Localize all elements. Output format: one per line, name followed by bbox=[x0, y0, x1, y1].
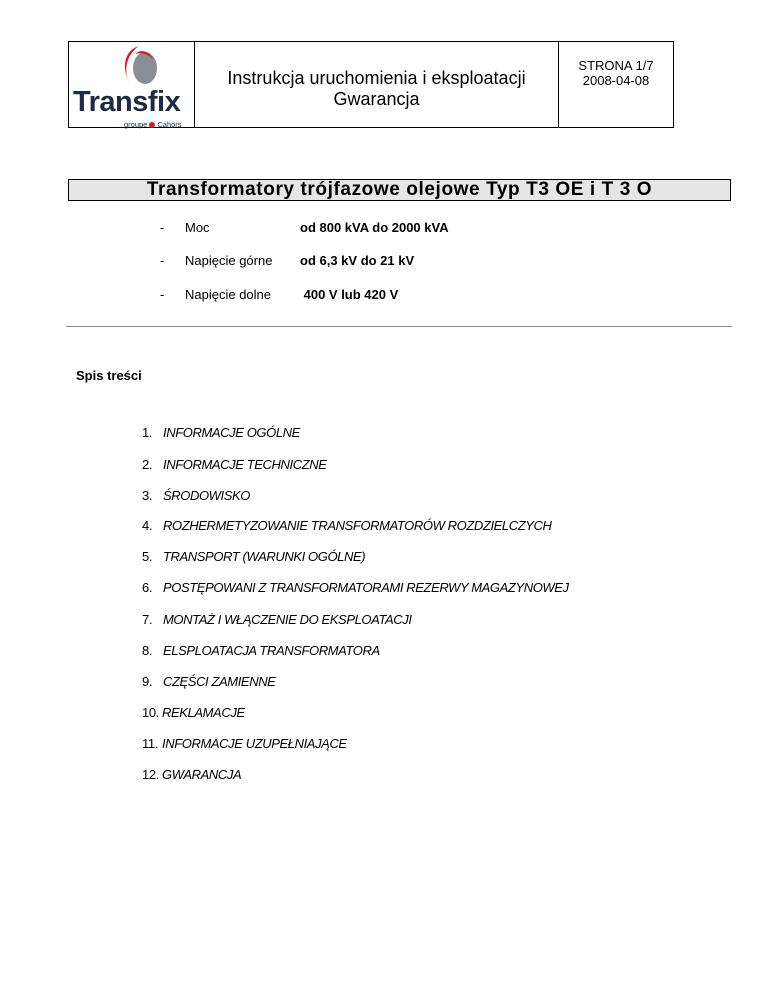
page-number: STRONA 1/7 bbox=[578, 58, 654, 73]
toc-item-5[interactable] bbox=[142, 549, 365, 564]
toc-text: POSTĘPOWANI Z TRANSFORMATORAMI REZERWY MAGAZYNOWEJ bbox=[163, 580, 569, 595]
toc-item-9[interactable] bbox=[142, 674, 275, 689]
document-title: Transformatory trójfazowe olejowe Typ T3 OE i T 3 O bbox=[68, 179, 731, 201]
spec-row-high-voltage bbox=[160, 253, 580, 269]
toc-text: ROZHERMETYZOWANIE TRANSFORMATORÓW ROZDZIELCZYCH bbox=[163, 518, 552, 533]
spec-label: Napięcie górne bbox=[185, 253, 273, 268]
spec-value: od 6,3 kV do 21 kV bbox=[300, 253, 415, 268]
toc-number: 6. bbox=[142, 580, 153, 595]
transfix-logo-icon bbox=[119, 44, 159, 88]
document-header bbox=[68, 41, 674, 128]
toc-number: 8. bbox=[142, 643, 153, 658]
logo-sub-left: groupe bbox=[124, 120, 148, 129]
company-logo bbox=[69, 42, 195, 127]
red-dot-icon bbox=[149, 122, 155, 128]
logo-subtitle bbox=[124, 120, 182, 129]
toc-item-10[interactable] bbox=[142, 705, 245, 720]
toc-text: MONTAŻ I WŁĄCZENIE DO EKSPLOATACJI bbox=[163, 612, 412, 627]
document-date: 2008-04-08 bbox=[582, 73, 650, 88]
spec-dash: - bbox=[160, 287, 165, 302]
toc-item-11[interactable] bbox=[142, 736, 347, 751]
toc-text: GWARANCJA bbox=[162, 767, 242, 782]
logo-sub-right: Cahors bbox=[157, 120, 182, 129]
toc-number: 10. bbox=[142, 705, 159, 720]
toc-number: 1. bbox=[142, 425, 153, 440]
toc-text: TRANSPORT (WARUNKI OGÓLNE) bbox=[163, 549, 366, 564]
spec-row-low-voltage bbox=[160, 287, 580, 303]
header-meta bbox=[559, 42, 673, 127]
toc-text: INFORMACJE UZUPEŁNIAJĄCE bbox=[162, 736, 347, 751]
toc-item-7[interactable] bbox=[142, 612, 412, 627]
toc-number: 4. bbox=[142, 518, 153, 533]
header-title-line2: Gwarancja bbox=[333, 88, 420, 109]
spec-dash: - bbox=[160, 220, 165, 235]
toc-text: REKLAMACJE bbox=[162, 705, 245, 720]
toc-item-1[interactable] bbox=[142, 425, 300, 440]
spec-label: Napięcie dolne bbox=[185, 287, 272, 302]
toc-text: CZĘŚCI ZAMIENNE bbox=[163, 674, 276, 689]
toc-item-2[interactable] bbox=[142, 457, 327, 472]
header-title-line1: Instrukcja uruchomienia i eksploatacji bbox=[227, 67, 526, 88]
toc-item-4[interactable] bbox=[142, 518, 552, 533]
toc-text: INFORMACJE TECHNICZNE bbox=[163, 457, 327, 472]
spec-label: Moc bbox=[185, 220, 210, 235]
header-title bbox=[195, 42, 559, 127]
logo-wordmark: Transfix bbox=[73, 86, 181, 118]
toc-text: ŚRODOWISKO bbox=[163, 488, 251, 503]
toc-item-3[interactable] bbox=[142, 488, 250, 503]
toc-number: 5. bbox=[142, 549, 153, 564]
toc-item-8[interactable] bbox=[142, 643, 380, 658]
toc-number: 3. bbox=[142, 488, 153, 503]
spec-dash: - bbox=[160, 253, 165, 268]
spec-value: 400 V lub 420 V bbox=[300, 287, 399, 302]
horizontal-divider bbox=[66, 326, 732, 327]
toc-text: ELSPLOATACJA TRANSFORMATORA bbox=[163, 643, 380, 658]
spec-row-power bbox=[160, 220, 580, 236]
toc-number: 9. bbox=[142, 674, 153, 689]
toc-item-12[interactable] bbox=[142, 767, 241, 782]
toc-number: 11. bbox=[142, 736, 158, 751]
toc-heading: Spis treści bbox=[76, 368, 142, 383]
toc-number: 7. bbox=[142, 612, 153, 627]
toc-number: 2. bbox=[142, 457, 153, 472]
toc-item-6[interactable] bbox=[142, 580, 569, 595]
toc-text: INFORMACJE OGÓLNE bbox=[163, 425, 300, 440]
spec-value: od 800 kVA do 2000 kVA bbox=[300, 220, 449, 235]
toc-number: 12. bbox=[142, 767, 159, 782]
